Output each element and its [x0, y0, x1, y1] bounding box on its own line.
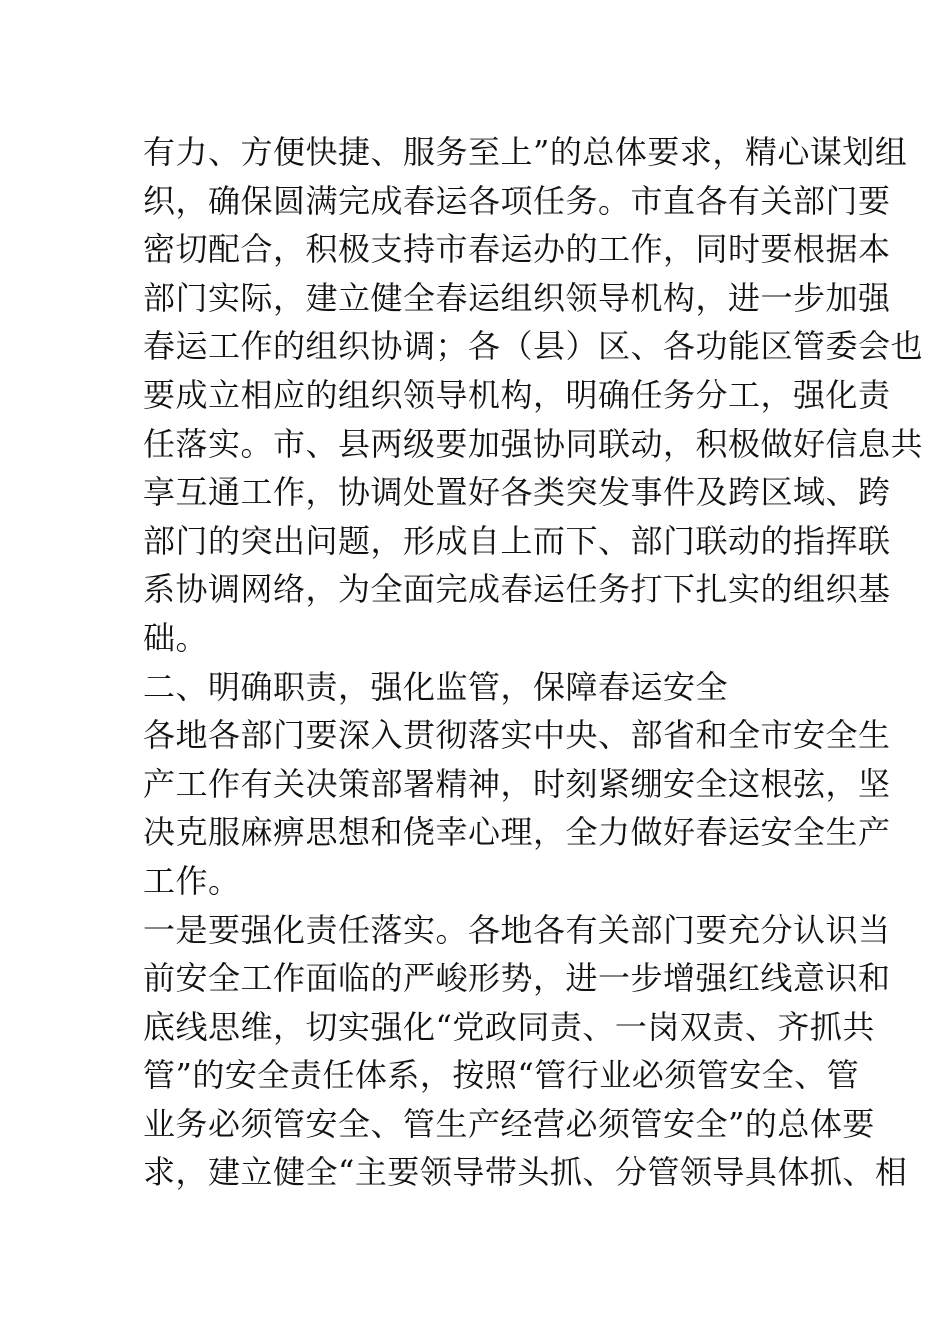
text-line: 有力、方便快捷、服务至上”的总体要求，精心谋划组: [143, 133, 908, 171]
text-line: 一是要强化责任落实。各地各有关部门要充分认识当: [143, 910, 891, 949]
section-heading: 二、明确职责，强化监管，保障春运安全: [143, 667, 729, 706]
text-line: 春运工作的组织协调；各（县）区、各功能区管委会也: [143, 327, 924, 366]
text-line: 要成立相应的组织领导机构，明确任务分工，强化责: [143, 375, 891, 414]
text-line: 任落实。市、县两级要加强协同联动，积极做好信息共: [143, 424, 924, 463]
text-line: 工作。: [143, 861, 241, 900]
text-line: 产工作有关决策部署精神，时刻紧绷安全这根弦，坚: [143, 764, 891, 803]
text-line: 求，建立健全“主要领导带头抓、分管领导具体抓、相: [143, 1153, 908, 1192]
text-line: 前安全工作面临的严峻形势，进一步增强红线意识和: [143, 959, 891, 998]
text-line: 享互通工作，协调处置好各类突发事件及跨区域、跨: [143, 473, 891, 512]
text-line: 密切配合，积极支持市春运办的工作，同时要根据本: [143, 230, 891, 269]
text-line: 系协调网络，为全面完成春运任务打下扎实的组织基: [143, 570, 891, 609]
body-text: [143, 128, 924, 1197]
text-line: 底线思维，切实强化“党政同责、一岗双责、齐抓共: [143, 1007, 875, 1046]
text-line: 部门的突出问题，形成自上而下、部门联动的指挥联: [143, 521, 891, 560]
text-line: 础。: [143, 618, 209, 657]
text-line: 各地各部门要深入贯彻落实中央、部省和全市安全生: [143, 716, 891, 755]
text-line: 部门实际，建立健全春运组织领导机构，进一步加强: [143, 278, 891, 317]
text-line: 决克服麻痹思想和侥幸心理，全力做好春运安全生产: [143, 813, 891, 852]
text-line: 业务必须管安全、管生产经营必须管安全”的总体要: [143, 1104, 875, 1143]
text-line: 管”的安全责任体系，按照“管行业必须管安全、管: [143, 1056, 860, 1095]
text-line: 织，确保圆满完成春运各项任务。市直各有关部门要: [143, 181, 891, 220]
